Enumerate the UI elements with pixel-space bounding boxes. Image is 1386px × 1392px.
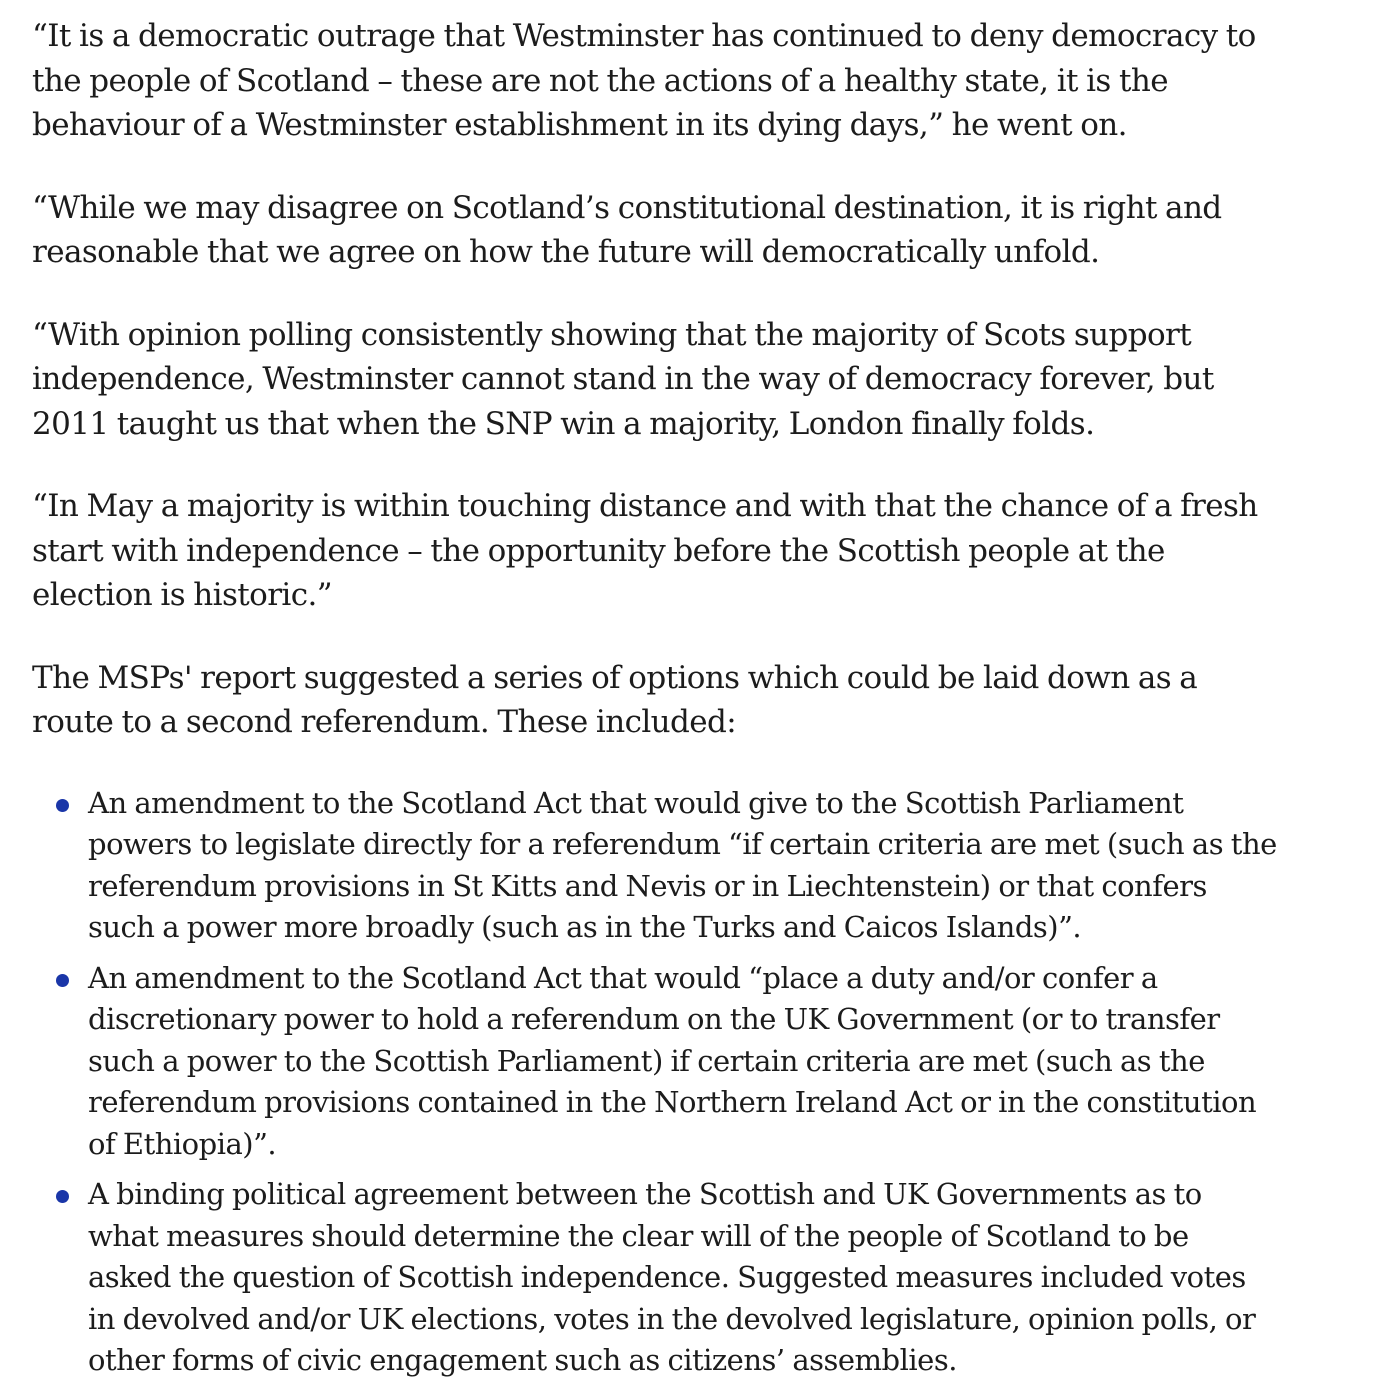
bullet-dot-icon: [56, 799, 69, 812]
list-item-text: An amendment to the Scotland Act that would give to the Scottish Parliament powers to legislate directly for a referendum “if certain criteria are met (such as the referendum provisions in St Kitts and Nevis or in Liechtenstein) or that confers such a power more broadly (such as in the Turks and Caicos Islands)”.: [88, 785, 1277, 944]
list-item: [32, 783, 1277, 949]
referendum-options-list: [32, 783, 1277, 1382]
article-body: [32, 14, 1277, 1391]
list-item: [32, 958, 1277, 1166]
quote-paragraph-may-majority: “In May a majority is within touching distance and with that the chance of a fresh start with independence – the opportunity before the Scottish people at the election is historic.”: [32, 488, 1258, 613]
list-item-text: An amendment to the Scotland Act that would “place a duty and/or confer a discretionary power to hold a referendum on the UK Government (or to transfer such a power to the Scottish Parliament) if certain criteria are met (such as the referendum provisions contained in the Northern Ireland Act or in the constitution of Ethiopia)”.: [88, 960, 1257, 1161]
quote-paragraph-democratic-outrage: “It is a democratic outrage that Westminster has continued to deny democracy to the people of Scotland – these are not the actions of a healthy state, it is the behaviour of a Westminster establishment in its dying days,” he went on.: [32, 18, 1256, 143]
quote-paragraph-constitutional-destination: “While we may disagree on Scotland’s constitutional destination, it is right and reasonable that we agree on how the future will democratically unfold.: [32, 189, 1222, 270]
list-item-text: A binding political agreement between the Scottish and UK Governments as to what measures should determine the clear will of the people of Scotland to be asked the question of Scottish independence. Suggested measures included votes in devolved and/or UK elections, votes in the devolved legislature, opinion polls, or other forms of civic engagement such as citizens’ assemblies.: [88, 1177, 1256, 1377]
quote-paragraph-opinion-polling: “With opinion polling consistently showing that the majority of Scots support independence, Westminster cannot stand in the way of democracy forever, but 2011 taught us that when the SNP win a majority, London finally folds.: [32, 316, 1214, 442]
list-item: [32, 1174, 1277, 1382]
report-options-intro-paragraph: The MSPs' report suggested a series of options which could be laid down as a route to a second referendum. These included:: [32, 659, 1198, 740]
bullet-dot-icon: [56, 1190, 69, 1203]
bullet-dot-icon: [56, 974, 69, 987]
